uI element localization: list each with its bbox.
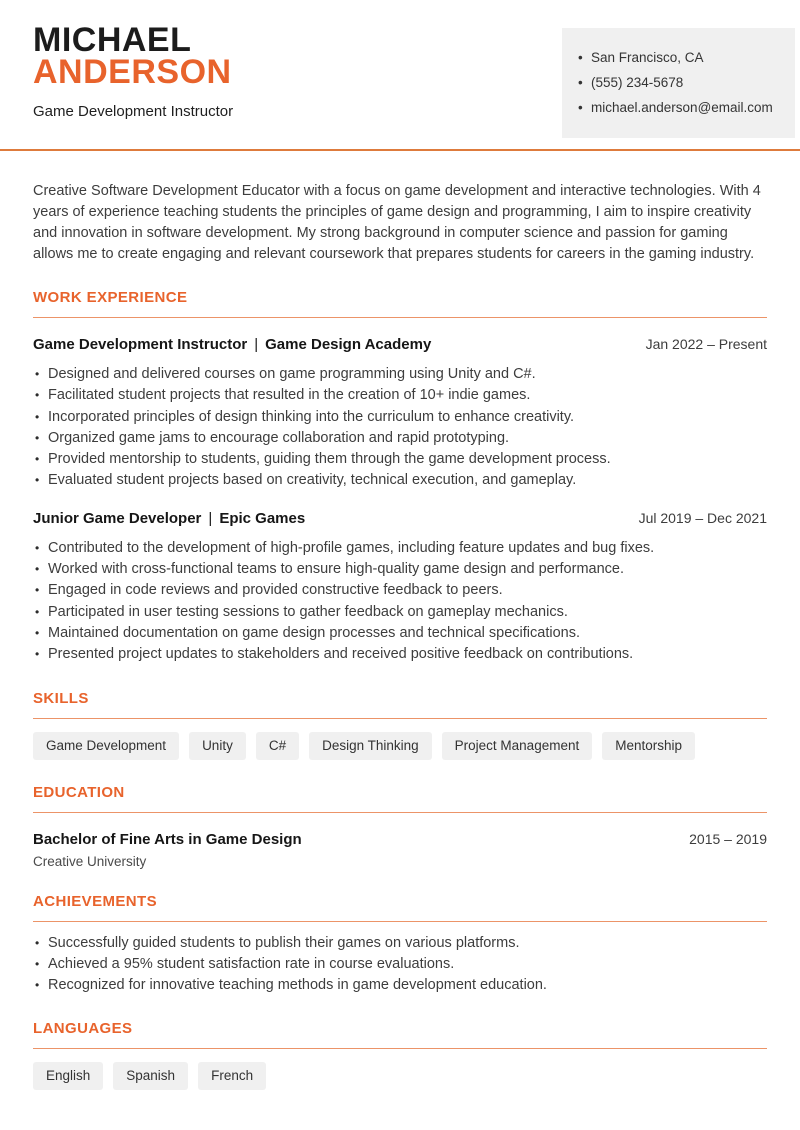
- pipe-separator: |: [208, 509, 213, 527]
- skills-pill-row: [33, 732, 767, 760]
- bullet-item: • Worked with cross-functional teams to ensure high-quality game design and performance.: [33, 559, 767, 580]
- bullet-item: • Recognized for innovative teaching methods in game development education.: [33, 975, 767, 996]
- education-heading: EDUCATION: [33, 784, 767, 813]
- school-name: Creative University: [33, 853, 147, 869]
- language-pill: French: [198, 1062, 266, 1090]
- languages-heading: LANGUAGES: [33, 1020, 767, 1049]
- job-company: Game Design Academy: [265, 336, 432, 353]
- skill-pill: Project Management: [442, 732, 593, 760]
- bullet-item: • Incorporated principles of design thinking into the curriculum to enhance creativity.: [33, 407, 767, 428]
- bullet-item: • Successfully guided students to publish their games on various platforms.: [33, 933, 767, 954]
- education-header: [33, 831, 767, 848]
- contact-phone: • (555) 234-5678: [578, 75, 775, 91]
- contact-location: • San Francisco, CA: [578, 50, 775, 66]
- work-experience-heading: WORK EXPERIENCE: [33, 289, 767, 318]
- degree-title: Bachelor of Fine Arts in Game Design: [33, 830, 302, 848]
- job-entry: [33, 510, 767, 666]
- skills-heading: SKILLS: [33, 690, 767, 719]
- job-dates: Jul 2019 – Dec 2021: [638, 509, 767, 526]
- education-dates: 2015 – 2019: [689, 830, 767, 847]
- job-header: [33, 510, 767, 527]
- skill-pill: Design Thinking: [309, 732, 432, 760]
- bullet-item: • Achieved a 95% student satisfaction rate in course evaluations.: [33, 954, 767, 975]
- bullet-item: • Maintained documentation on game design processes and technical specifications.: [33, 623, 767, 644]
- job-bullet-list: [33, 364, 767, 492]
- section-achievements: [33, 893, 767, 997]
- summary-paragraph: Creative Software Development Educator with a focus on game development and interactive technologies. With 4 years of experience teaching students the principles of game design and programming, I aim to inspire creativity and innovation in software development. My strong background in computer science and passion for gaming allows me to create engaging and relevant coursework that prepares students for careers in the gaming industry.: [33, 183, 761, 262]
- skill-pill: Mentorship: [602, 732, 695, 760]
- job-entry: [33, 336, 767, 492]
- header: [33, 0, 773, 138]
- candidate-name: [33, 21, 233, 91]
- language-pill: Spanish: [113, 1062, 188, 1090]
- skill-pill: Unity: [189, 732, 246, 760]
- bullet-item: • Contributed to the development of high-profile games, including feature updates and bug fixes.: [33, 538, 767, 559]
- section-languages: [33, 1020, 767, 1090]
- job-dates: Jan 2022 – Present: [645, 336, 767, 352]
- bullet-item: • Organized game jams to encourage collaboration and rapid prototyping.: [33, 428, 767, 449]
- contact-card: [562, 28, 795, 138]
- achievements-heading: ACHIEVEMENTS: [33, 893, 767, 922]
- bullet-item: • Presented project updates to stakeholders and received positive feedback on contributions.: [33, 644, 767, 665]
- job-title-line: [33, 510, 305, 527]
- header-divider: [0, 149, 800, 151]
- skill-pill: C#: [256, 732, 299, 760]
- job-headline: Game Development Instructor: [33, 103, 234, 120]
- section-education: [33, 784, 767, 869]
- language-pill: English: [33, 1062, 103, 1090]
- bullet-item: • Evaluated student projects based on creativity, technical execution, and gameplay.: [33, 470, 767, 491]
- languages-pill-row: [33, 1062, 767, 1090]
- bullet-item: • Facilitated student projects that resulted in the creation of 10+ indie games.: [33, 385, 767, 406]
- job-role: Junior Game Developer: [33, 509, 202, 527]
- last-name: ANDERSON: [33, 53, 232, 91]
- identity-block: [33, 21, 234, 120]
- first-name: MICHAEL: [33, 21, 192, 59]
- contact-email: • michael.anderson@email.com: [578, 100, 775, 116]
- pipe-separator: |: [254, 336, 259, 353]
- bullet-item: • Provided mentorship to students, guiding them through the game development process.: [33, 449, 767, 470]
- skill-pill: Game Development: [33, 732, 179, 760]
- bullet-item: • Participated in user testing sessions to gather feedback on gameplay mechanics.: [33, 602, 767, 623]
- bullet-item: • Engaged in code reviews and provided constructive feedback to peers.: [33, 580, 767, 601]
- section-skills: [33, 690, 767, 760]
- section-work-experience: [33, 289, 767, 666]
- bullet-item: • Designed and delivered courses on game programming using Unity and C#.: [33, 364, 767, 385]
- job-company: Epic Games: [219, 509, 306, 527]
- achievements-bullet-list: [33, 933, 767, 997]
- job-title-line: [33, 336, 431, 353]
- job-bullet-list: [33, 538, 767, 666]
- job-header: [33, 336, 767, 353]
- job-role: Game Development Instructor: [33, 336, 248, 353]
